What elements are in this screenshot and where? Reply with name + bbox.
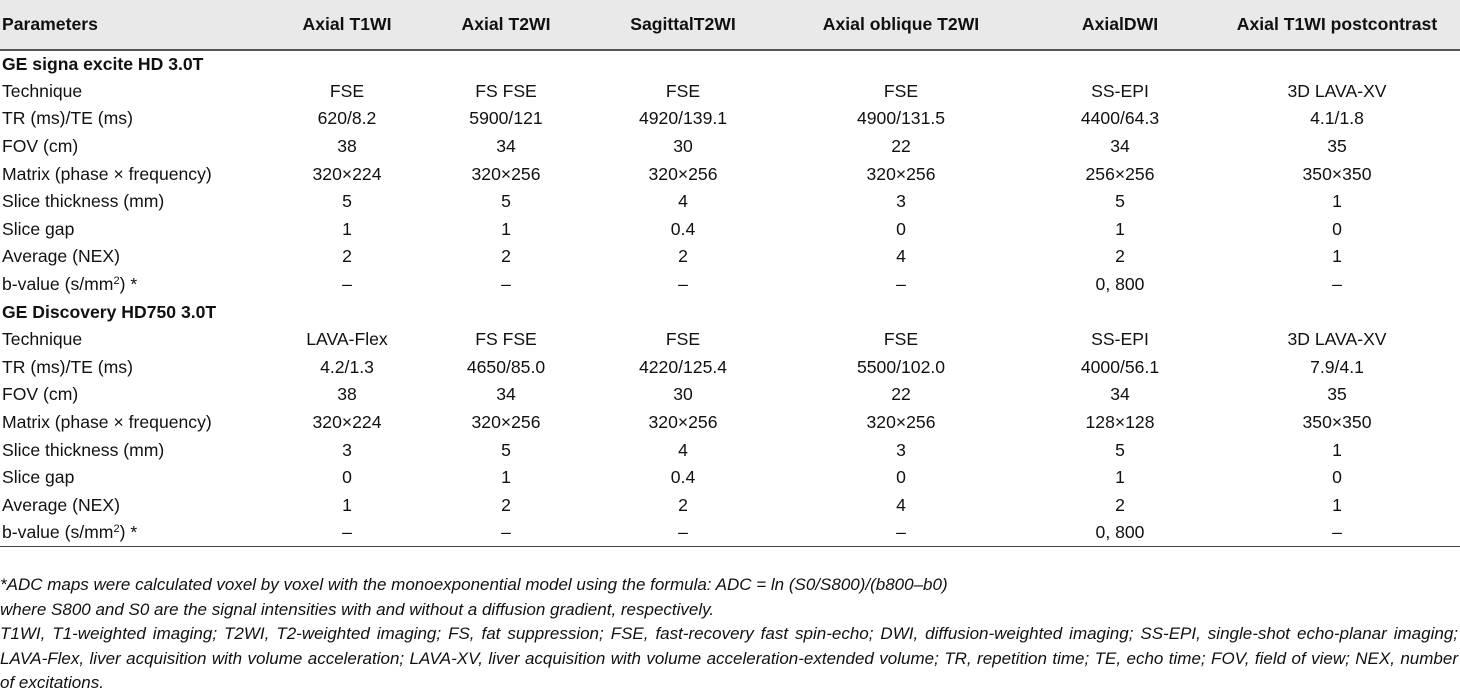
cell-axial-t1wi: FSE bbox=[329, 80, 365, 101]
cell-axial-t2wi: 1 bbox=[501, 467, 511, 488]
footnote-signal-intensities: where S800 and S0 are the signal intensities with and without a diffusion gradient, respectively. bbox=[0, 599, 715, 619]
cell-axial-dwi: SS-EPI bbox=[1091, 80, 1149, 101]
cell-axial-t1wi-postcontrast: 0 bbox=[1332, 467, 1342, 488]
table-row bbox=[0, 160, 1460, 188]
cell-axial-t2wi: FS FSE bbox=[475, 329, 537, 350]
cell-axial-t1wi-postcontrast: 35 bbox=[1327, 136, 1347, 157]
cell-axial-t2wi: 320×256 bbox=[471, 163, 541, 184]
cell-axial-t1wi-postcontrast: 1 bbox=[1332, 191, 1342, 212]
cell-axial-oblique-t2wi: 22 bbox=[891, 136, 911, 157]
row-label-suffix: ) * bbox=[119, 274, 138, 295]
row-label: TR (ms)/TE (ms) bbox=[2, 108, 133, 129]
cell-axial-dwi: 256×256 bbox=[1085, 163, 1155, 184]
table-row bbox=[0, 354, 1460, 382]
row-label: Slice thickness (mm) bbox=[2, 439, 165, 460]
table-row bbox=[0, 216, 1460, 244]
section-row bbox=[0, 50, 1460, 78]
cell-axial-t1wi: – bbox=[342, 274, 352, 295]
cell-axial-t1wi-postcontrast: 35 bbox=[1327, 384, 1347, 405]
cell-sagittal-t2wi: 30 bbox=[673, 384, 693, 405]
cell-sagittal-t2wi: – bbox=[678, 274, 688, 295]
table-row bbox=[0, 243, 1460, 271]
cell-axial-t1wi: 4.2/1.3 bbox=[320, 356, 374, 377]
row-label-suffix: ) * bbox=[119, 522, 138, 543]
cell-axial-t1wi: 38 bbox=[337, 384, 357, 405]
table-row bbox=[0, 436, 1460, 464]
cell-axial-oblique-t2wi: – bbox=[896, 274, 906, 295]
column-header-parameters: Parameters bbox=[0, 0, 272, 50]
row-label-text: b-value (s/mm bbox=[2, 274, 114, 295]
cell-sagittal-t2wi: – bbox=[590, 519, 776, 547]
cell-sagittal-t2wi: 0.4 bbox=[670, 218, 696, 239]
table-row bbox=[0, 133, 1460, 161]
cell-axial-t1wi: 5 bbox=[342, 191, 352, 212]
cell-axial-dwi: 34 bbox=[1110, 136, 1130, 157]
cell-axial-dwi: 1 bbox=[1115, 467, 1125, 488]
cell-sagittal-t2wi: 4920/139.1 bbox=[638, 108, 728, 129]
cell-axial-t1wi-postcontrast: 350×350 bbox=[1302, 163, 1372, 184]
cell-axial-t1wi-postcontrast: 7.9/4.1 bbox=[1310, 356, 1364, 377]
cell-axial-dwi: 0, 800 bbox=[1026, 519, 1214, 547]
cell-axial-t1wi: 620/8.2 bbox=[317, 108, 377, 129]
cell-axial-t1wi: – bbox=[272, 519, 422, 547]
row-label: Technique bbox=[2, 80, 83, 101]
cell-axial-t1wi: 2 bbox=[342, 246, 352, 267]
cell-axial-t1wi-postcontrast: – bbox=[1332, 274, 1342, 295]
cell-sagittal-t2wi: 2 bbox=[678, 494, 688, 515]
cell-axial-dwi: 1 bbox=[1115, 218, 1125, 239]
cell-axial-dwi: 4400/64.3 bbox=[1080, 108, 1160, 129]
cell-axial-dwi: SS-EPI bbox=[1091, 329, 1149, 350]
cell-axial-t2wi: FS FSE bbox=[475, 80, 537, 101]
table-row bbox=[0, 105, 1460, 133]
cell-axial-t1wi: LAVA-Flex bbox=[306, 329, 388, 350]
table-row bbox=[0, 271, 1460, 299]
row-label: Slice thickness (mm) bbox=[2, 191, 165, 212]
cell-axial-t1wi-postcontrast: 1 bbox=[1332, 439, 1342, 460]
row-label: FOV (cm) bbox=[2, 384, 79, 405]
cell-axial-dwi: 0, 800 bbox=[1095, 274, 1145, 295]
table-row bbox=[0, 519, 1460, 547]
row-label: Slice gap bbox=[2, 218, 75, 239]
cell-sagittal-t2wi: 4 bbox=[678, 191, 688, 212]
cell-axial-t2wi: 34 bbox=[496, 136, 516, 157]
section-title: GE signa excite HD 3.0T bbox=[2, 53, 204, 74]
cell-axial-t1wi: 1 bbox=[342, 494, 352, 515]
cell-axial-t2wi: 4650/85.0 bbox=[466, 356, 546, 377]
table-row bbox=[0, 492, 1460, 520]
column-header-sagittal-t2wi: SagittalT2WI bbox=[590, 0, 776, 50]
cell-axial-dwi: 5 bbox=[1115, 439, 1125, 460]
header-row bbox=[0, 0, 1460, 50]
cell-axial-t2wi: 2 bbox=[501, 246, 511, 267]
cell-axial-t1wi: 320×224 bbox=[312, 412, 382, 433]
cell-axial-t1wi: 38 bbox=[337, 136, 357, 157]
cell-axial-t1wi: 1 bbox=[342, 218, 352, 239]
column-header-axial-dwi: AxialDWI bbox=[1026, 0, 1214, 50]
row-label bbox=[0, 271, 272, 299]
cell-axial-oblique-t2wi: FSE bbox=[883, 329, 919, 350]
column-header-axial-t1wi-postcontrast: Axial T1WI postcontrast bbox=[1214, 0, 1460, 50]
cell-axial-oblique-t2wi: 5500/102.0 bbox=[856, 356, 946, 377]
cell-axial-t1wi: 3 bbox=[342, 439, 352, 460]
cell-axial-t1wi: 320×224 bbox=[312, 163, 382, 184]
table-body bbox=[0, 50, 1460, 547]
cell-sagittal-t2wi: 30 bbox=[673, 136, 693, 157]
section-row bbox=[0, 298, 1460, 326]
row-label: Technique bbox=[2, 329, 83, 350]
cell-sagittal-t2wi: 4220/125.4 bbox=[638, 356, 728, 377]
table-row bbox=[0, 188, 1460, 216]
cell-axial-t1wi-postcontrast: 350×350 bbox=[1302, 412, 1372, 433]
column-header-axial-oblique-t2wi: Axial oblique T2WI bbox=[776, 0, 1026, 50]
cell-axial-t2wi: 5 bbox=[501, 191, 511, 212]
cell-axial-t1wi-postcontrast: 1 bbox=[1332, 494, 1342, 515]
row-label-superscript: 2 bbox=[113, 275, 120, 288]
cell-axial-oblique-t2wi: 4 bbox=[896, 246, 906, 267]
table-row bbox=[0, 78, 1460, 106]
cell-axial-t2wi: 2 bbox=[501, 494, 511, 515]
row-label bbox=[0, 519, 272, 547]
cell-axial-t2wi: 34 bbox=[496, 384, 516, 405]
cell-axial-oblique-t2wi: 4 bbox=[896, 494, 906, 515]
cell-axial-t1wi-postcontrast: 3D LAVA-XV bbox=[1287, 80, 1387, 101]
table-row bbox=[0, 326, 1460, 354]
cell-axial-oblique-t2wi: 320×256 bbox=[866, 163, 936, 184]
row-label-superscript: 2 bbox=[113, 523, 120, 536]
cell-axial-oblique-t2wi: 0 bbox=[896, 218, 906, 239]
cell-axial-t2wi: 320×256 bbox=[471, 412, 541, 433]
cell-axial-t1wi-postcontrast: 0 bbox=[1332, 218, 1342, 239]
table-row bbox=[0, 381, 1460, 409]
cell-axial-dwi: 5 bbox=[1115, 191, 1125, 212]
row-label-text: b-value (s/mm bbox=[2, 522, 114, 543]
cell-sagittal-t2wi: 2 bbox=[678, 246, 688, 267]
cell-axial-oblique-t2wi: 22 bbox=[891, 384, 911, 405]
cell-sagittal-t2wi: 4 bbox=[678, 439, 688, 460]
cell-axial-oblique-t2wi: – bbox=[776, 519, 1026, 547]
cell-axial-dwi: 34 bbox=[1110, 384, 1130, 405]
cell-axial-t2wi: 5900/121 bbox=[469, 108, 543, 129]
row-label: Matrix (phase × frequency) bbox=[2, 412, 212, 433]
cell-axial-oblique-t2wi: 4900/131.5 bbox=[856, 108, 946, 129]
cell-axial-oblique-t2wi: 3 bbox=[896, 191, 906, 212]
cell-sagittal-t2wi: 320×256 bbox=[648, 163, 718, 184]
cell-axial-t2wi: – bbox=[501, 274, 511, 295]
cell-axial-oblique-t2wi: 320×256 bbox=[866, 412, 936, 433]
table-header bbox=[0, 0, 1460, 50]
cell-axial-dwi: 4000/56.1 bbox=[1080, 356, 1160, 377]
cell-axial-dwi: 128×128 bbox=[1085, 412, 1155, 433]
table-row bbox=[0, 409, 1460, 437]
row-label: Average (NEX) bbox=[2, 494, 120, 515]
cell-sagittal-t2wi: FSE bbox=[665, 329, 701, 350]
cell-axial-t2wi: 5 bbox=[501, 439, 511, 460]
cell-sagittal-t2wi: 0.4 bbox=[670, 467, 696, 488]
cell-axial-oblique-t2wi: FSE bbox=[883, 80, 919, 101]
cell-sagittal-t2wi: 320×256 bbox=[648, 412, 718, 433]
cell-axial-t1wi-postcontrast: 1 bbox=[1332, 246, 1342, 267]
row-label: Matrix (phase × frequency) bbox=[2, 163, 212, 184]
cell-axial-t2wi: – bbox=[422, 519, 590, 547]
table-footnotes bbox=[0, 573, 1458, 696]
cell-sagittal-t2wi: FSE bbox=[665, 80, 701, 101]
section-title: GE Discovery HD750 3.0T bbox=[2, 301, 217, 322]
cell-axial-t1wi-postcontrast: 4.1/1.8 bbox=[1310, 108, 1364, 129]
cell-axial-t1wi-postcontrast: – bbox=[1214, 519, 1460, 547]
column-header-axial-t2wi: Axial T2WI bbox=[422, 0, 590, 50]
row-label: Average (NEX) bbox=[2, 246, 120, 267]
footnote-abbreviations: T1WI, T1-weighted imaging; T2WI, T2-weighted imaging; FS, fat suppression; FSE, fast-recovery fast spin-echo; DWI, diffusion-weighted imaging; SS-EPI, single-shot echo-planar imaging; LAVA-Flex, liver acquisition with volume acceleration; LAVA-XV, liver acquisition with volume acceleration-extended volume; TR, repetition time; TE, echo time; FOV, field of view; NEX, number of excitations. bbox=[0, 624, 1458, 692]
footnote-adc-formula: *ADC maps were calculated voxel by voxel with the monoexponential model using the formula: ADC = ln (S0/S800)/(b800–b0) bbox=[0, 575, 948, 594]
cell-axial-t1wi-postcontrast: 3D LAVA-XV bbox=[1287, 329, 1387, 350]
cell-axial-oblique-t2wi: 0 bbox=[896, 467, 906, 488]
cell-axial-t2wi: 1 bbox=[501, 218, 511, 239]
row-label: Slice gap bbox=[2, 467, 75, 488]
column-header-axial-t1wi: Axial T1WI bbox=[272, 0, 422, 50]
cell-axial-t1wi: 0 bbox=[342, 467, 352, 488]
cell-axial-dwi: 2 bbox=[1115, 246, 1125, 267]
cell-axial-dwi: 2 bbox=[1115, 494, 1125, 515]
cell-axial-oblique-t2wi: 3 bbox=[896, 439, 906, 460]
row-label: TR (ms)/TE (ms) bbox=[2, 356, 133, 377]
table-row bbox=[0, 464, 1460, 492]
row-label: FOV (cm) bbox=[2, 136, 79, 157]
